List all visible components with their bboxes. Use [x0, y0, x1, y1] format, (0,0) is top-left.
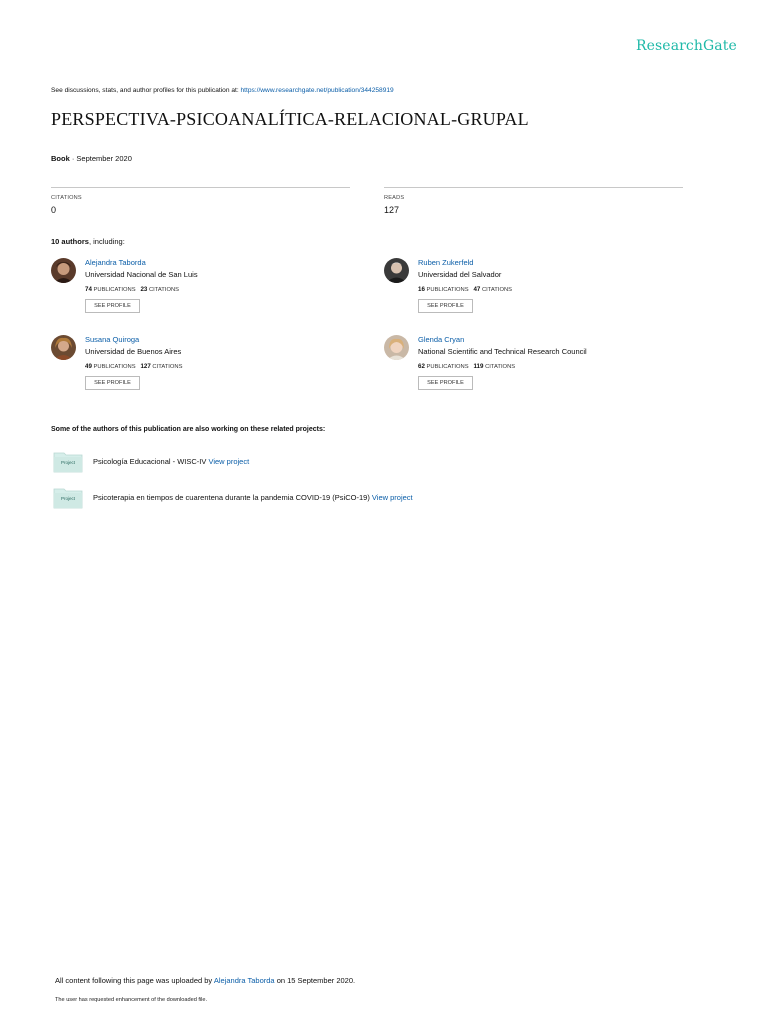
author-citations-label: CITATIONS: [148, 287, 180, 293]
author-name-link[interactable]: Ruben Zukerfeld: [418, 258, 474, 267]
project-item: [53, 451, 653, 473]
author-citations-label: CITATIONS: [481, 287, 513, 293]
author-publications-label: PUBLICATIONS: [93, 364, 136, 370]
see-profile-button[interactable]: SEE PROFILE: [418, 299, 473, 313]
authors-suffix: , including:: [88, 237, 125, 246]
author-stats: [85, 286, 179, 293]
uploader-link[interactable]: Alejandra Taborda: [213, 976, 275, 985]
author-publications-count: 16: [418, 286, 425, 293]
author-citations-count: 47: [473, 286, 481, 293]
authors-heading: [51, 237, 125, 246]
researchgate-logo[interactable]: ResearchGate: [636, 38, 737, 54]
author-institution: Universidad de Buenos Aires: [85, 347, 182, 356]
author-citations-count: 23: [140, 286, 148, 293]
author-publications-count: 62: [418, 363, 425, 370]
author-publications-count: 49: [85, 363, 92, 370]
see-profile-button[interactable]: SEE PROFILE: [85, 299, 140, 313]
disclaimer-text: See discussions, stats, and author profiles for this publication at:: [51, 87, 241, 94]
author-avatar[interactable]: [51, 335, 76, 360]
reads-divider: [384, 187, 683, 188]
project-text: [93, 457, 249, 466]
see-profile-button[interactable]: SEE PROFILE: [418, 376, 473, 390]
authors-count: 10 authors: [51, 237, 89, 246]
author-name-link[interactable]: Glenda Cryan: [418, 335, 465, 344]
project-folder-icon: [53, 487, 83, 509]
author-institution: Universidad Nacional de San Luis: [85, 270, 198, 279]
see-profile-button[interactable]: SEE PROFILE: [85, 376, 140, 390]
author-card: [51, 335, 351, 399]
project-folder-label: Project: [60, 496, 75, 501]
author-publications-count: 74: [85, 286, 92, 293]
reads-value: 127: [384, 205, 400, 215]
author-publications-label: PUBLICATIONS: [426, 364, 469, 370]
upload-prefix: All content following this page was uploaded by: [55, 976, 214, 985]
author-stats: [85, 363, 182, 370]
citations-divider: [51, 187, 350, 188]
disclaimer-line: [51, 87, 394, 94]
author-stats: [418, 363, 515, 370]
citations-value: 0: [51, 205, 57, 215]
author-institution: National Scientific and Technical Research Council: [418, 347, 587, 356]
publication-type: Book: [51, 154, 70, 163]
project-folder-icon: [53, 451, 83, 473]
author-name-link[interactable]: Susana Quiroga: [85, 335, 140, 344]
project-title: Psicología Educacional - WISC-IV: [93, 457, 209, 466]
publication-url-link[interactable]: https://www.researchgate.net/publication/344258919: [240, 87, 394, 94]
author-citations-count: 119: [473, 363, 484, 370]
project-title: Psicoterapia en tiempos de cuarentena durante la pandemia COVID-19 (PsiCO-19): [93, 493, 372, 502]
author-card: [51, 258, 351, 322]
publication-type-line: [51, 154, 132, 163]
author-citations-count: 127: [140, 363, 151, 370]
upload-suffix: on 15 September 2020.: [274, 976, 356, 985]
author-card: [384, 335, 684, 399]
author-citations-label: CITATIONS: [152, 364, 183, 370]
enhancement-note: The user has requested enhancement of the downloaded file.: [55, 997, 208, 1003]
citations-label: CITATIONS: [51, 195, 82, 201]
upload-note: [55, 976, 355, 985]
project-item: [53, 487, 653, 509]
author-card: [384, 258, 684, 322]
projects-heading: Some of the authors of this publication are also working on these related projects:: [51, 426, 326, 433]
author-stats: [418, 286, 512, 293]
project-folder-label: Project: [60, 460, 75, 465]
author-avatar[interactable]: [384, 335, 409, 360]
view-project-link[interactable]: View project: [371, 493, 413, 502]
publication-date: · September 2020: [69, 154, 132, 163]
author-name-link[interactable]: Alejandra Taborda: [85, 258, 146, 267]
author-avatar[interactable]: [384, 258, 409, 283]
author-avatar[interactable]: [51, 258, 76, 283]
project-text: [93, 493, 413, 502]
publication-title: PERSPECTIVA-PSICOANALÍTICA-RELACIONAL-GRUPAL: [51, 109, 529, 129]
reads-label: READS: [384, 195, 405, 201]
author-publications-label: PUBLICATIONS: [93, 287, 136, 293]
author-citations-label: CITATIONS: [485, 364, 516, 370]
author-institution: Universidad del Salvador: [418, 270, 502, 279]
view-project-link[interactable]: View project: [208, 457, 250, 466]
author-publications-label: PUBLICATIONS: [426, 287, 469, 293]
